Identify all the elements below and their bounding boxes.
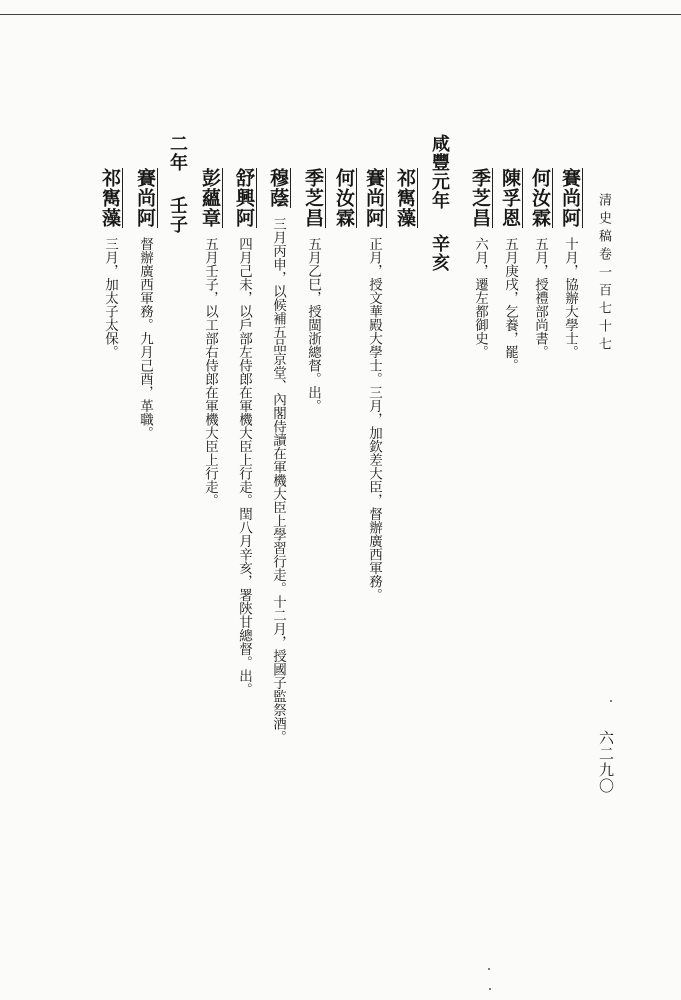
official-name: 彭蘊章 xyxy=(199,168,221,228)
ganzhi-year: 壬子 xyxy=(167,196,188,234)
entry-column xyxy=(303,168,322,413)
entry-column xyxy=(500,168,519,372)
entry-text: 五月乙巳，授閩浙總督。出。 xyxy=(305,237,321,413)
entry-column xyxy=(334,168,353,228)
official-name: 祁寯藻 xyxy=(99,168,121,228)
entry-column xyxy=(200,168,219,507)
ganzhi-year: 辛亥 xyxy=(429,234,450,272)
entry-column xyxy=(395,168,414,228)
entry-column xyxy=(234,168,253,696)
entry-text: 督辦廣西軍務。九月己酉，革職。 xyxy=(137,237,153,440)
entry-column xyxy=(135,168,154,440)
official-name: 陳孚恩 xyxy=(499,168,521,228)
entry-text: 五月庚戌，乞養，罷。 xyxy=(502,237,518,372)
reign-year: 二年 xyxy=(167,134,188,172)
entry-text: 十月，協辦大學士。 xyxy=(562,237,578,359)
scan-speck xyxy=(488,968,490,970)
entry-text: 四月己未，以戶部左侍郎在軍機大臣上行走。閏八月辛亥，署陝甘總督。出。 xyxy=(236,237,252,696)
official-name: 何汝霖 xyxy=(529,168,551,228)
entry-text: 六月，遷左都御史。 xyxy=(472,237,488,359)
entry-column xyxy=(100,168,119,359)
entry-text: 五月壬子，以工部右侍郎在軍機大臣上行走。 xyxy=(202,237,218,507)
entry-text: 正月，授文華殿大學士。三月，加欽差大臣，督辦廣西軍務。 xyxy=(366,237,382,602)
top-rule xyxy=(0,14,681,15)
official-name: 祁寯藻 xyxy=(394,168,416,228)
official-name: 何汝霖 xyxy=(333,168,355,228)
official-name: 季芝昌 xyxy=(469,168,491,228)
entry-column xyxy=(268,168,287,744)
scan-speck xyxy=(610,700,612,702)
entry-text: 五月，授禮部尚書。 xyxy=(532,237,548,359)
entry-column xyxy=(560,168,579,359)
year-heading xyxy=(430,134,448,272)
scan-speck xyxy=(489,988,491,990)
official-name: 賽尚阿 xyxy=(559,168,581,228)
entry-text: 三月，加太子太保。 xyxy=(102,237,118,359)
page-number: 六二九〇 xyxy=(597,730,615,794)
reign-year: 咸豐元年 xyxy=(429,134,450,210)
entry-column xyxy=(530,168,549,359)
official-name: 季芝昌 xyxy=(302,168,324,228)
book-title: 清史稿卷一百七十七 xyxy=(596,193,611,355)
official-name: 穆蔭 xyxy=(267,168,289,208)
official-name: 賽尚阿 xyxy=(134,168,156,228)
year-heading xyxy=(168,134,186,234)
official-name: 賽尚阿 xyxy=(363,168,385,228)
entry-column xyxy=(470,168,489,359)
official-name: 舒興阿 xyxy=(233,168,255,228)
entry-text: 三月丙申，以候補五品京堂、內閣侍讀在軍機大臣上學習行走。十二月，授國子監祭酒。 xyxy=(270,217,286,744)
entry-column xyxy=(364,168,383,602)
